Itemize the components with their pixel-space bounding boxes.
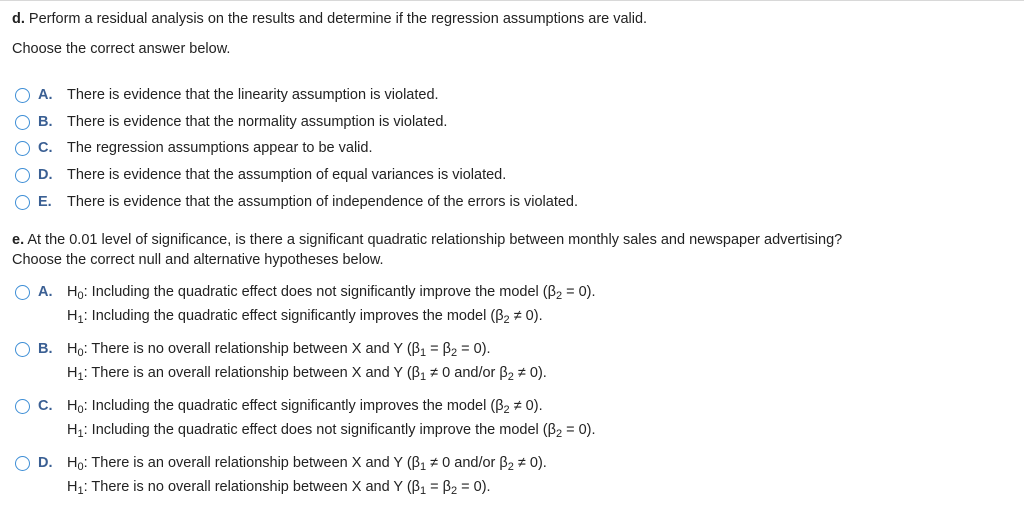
radio-button[interactable]: [15, 195, 30, 210]
radio-button[interactable]: [15, 115, 30, 130]
option-letter: C.: [38, 140, 53, 156]
null-hypothesis: $H_0$: There is an overall relationship between X and Y ($\beta_1 \ne 0$ and/or $\beta_2 \ne 0$).: [67, 455, 547, 473]
option-letter: A.: [38, 87, 53, 103]
part-d-prompt: Perform a residual analysis on the results and determine if the regression assumptions are valid.: [28, 11, 648, 27]
top-divider: [0, 0, 1024, 1]
part-d-question: [12, 11, 647, 27]
part-d-option-a[interactable]: [15, 87, 439, 103]
option-letter: B.: [38, 114, 53, 130]
part-e-instruction: Choose the correct null and alternative hypotheses below.: [12, 252, 384, 268]
option-letter: E.: [38, 194, 52, 210]
alternative-hypothesis: $H_1$: There is an overall relationship between X and Y ($\beta_1 \ne 0$ and/or $\beta_2 \ne 0$).: [67, 365, 547, 383]
null-hypothesis: $H_0$: Including the quadratic effect significantly improves the model $(\beta_2 \ne 0)$.: [67, 398, 543, 416]
part-d-instruction: Choose the correct answer below.: [12, 41, 231, 57]
part-d-option-b[interactable]: [15, 114, 447, 130]
alternative-hypothesis: $H_1$: There is no overall relationship between X and Y $(\beta_1 = \beta_2 = 0)$.: [67, 479, 491, 497]
radio-button[interactable]: [15, 168, 30, 183]
radio-button[interactable]: [15, 342, 30, 357]
radio-button[interactable]: [15, 285, 30, 300]
radio-button[interactable]: [15, 399, 30, 414]
radio-button[interactable]: [15, 141, 30, 156]
option-text: There is evidence that the assumption of equal variances is violated.: [67, 167, 507, 183]
option-text: There is evidence that the linearity assumption is violated.: [67, 87, 439, 103]
radio-button[interactable]: [15, 456, 30, 471]
option-text: There is evidence that the assumption of independence of the errors is violated.: [67, 194, 579, 210]
option-letter: A.: [38, 284, 53, 300]
radio-button[interactable]: [15, 88, 30, 103]
part-e-option-b[interactable]: [15, 341, 547, 382]
part-e-prompt: At the 0.01 level of significance, is there a significant quadratic relationship between monthly sales and newspaper advertising?: [27, 232, 843, 248]
option-letter: D.: [38, 455, 53, 471]
part-e-question: [12, 232, 842, 248]
part-d-option-d[interactable]: [15, 167, 506, 183]
alternative-hypothesis: $H_1$: Including the quadratic effect does not significantly improve the model $(\beta_2 = 0)$.: [67, 422, 596, 440]
option-letter: B.: [38, 341, 53, 357]
option-text: There is evidence that the normality assumption is violated.: [67, 114, 448, 130]
part-e-option-d[interactable]: [15, 455, 547, 496]
option-letter: D.: [38, 167, 53, 183]
null-hypothesis: $H_0$: Including the quadratic effect does not significantly improve the model $(\beta_2 = 0)$.: [67, 284, 596, 302]
part-e-label: e.: [12, 232, 25, 248]
part-e-option-a[interactable]: [15, 284, 596, 325]
part-d-option-e[interactable]: [15, 194, 578, 210]
part-d-option-c[interactable]: [15, 140, 372, 156]
option-letter: C.: [38, 398, 53, 414]
option-text: The regression assumptions appear to be valid.: [67, 140, 373, 156]
alternative-hypothesis: $H_1$: Including the quadratic effect significantly improves the model $(\beta_2 \ne 0)$.: [67, 308, 543, 326]
null-hypothesis: $H_0$: There is no overall relationship between X and Y $(\beta_1 = \beta_2 = 0)$.: [67, 341, 491, 359]
part-e-option-c[interactable]: [15, 398, 596, 439]
part-d-label: d.: [12, 11, 25, 27]
